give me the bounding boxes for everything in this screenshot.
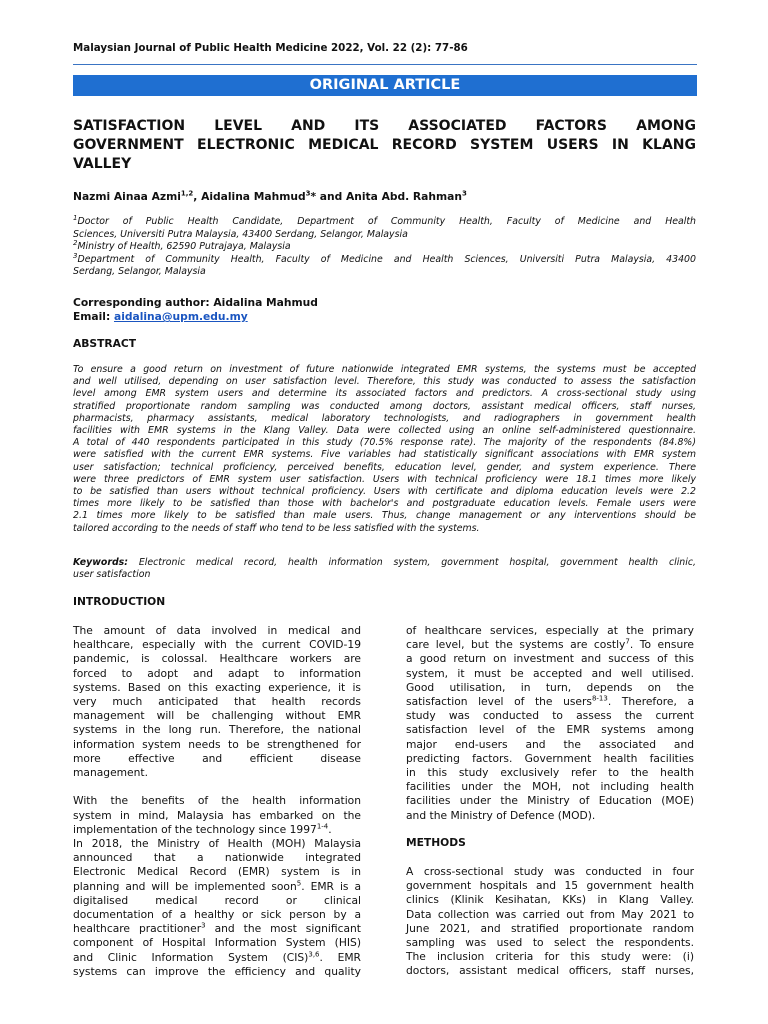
- body-line: a good return on investment and success of this: [406, 652, 694, 666]
- body-text: . EMR is a: [301, 879, 361, 893]
- body-text: . To ensure: [629, 638, 694, 652]
- affiliation-line: [73, 238, 696, 254]
- body-line: [73, 951, 361, 965]
- title-line: GOVERNMENT ELECTRONIC MEDICAL RECORD SYSTEM USERS IN KLANG: [73, 137, 696, 153]
- introduction-heading: INTRODUCTION: [73, 595, 166, 608]
- abstract-line: stratified proportionate random sampling was conducted among doctors, assistant medical officers, staff nurses,: [73, 400, 696, 412]
- abstract-heading: ABSTRACT: [73, 337, 137, 350]
- body-line: facilities under the Ministry of Education (MOE): [406, 794, 694, 808]
- body-text: and Clinic Information System (CIS): [73, 950, 309, 964]
- body-line: major end-users and the associated and: [406, 737, 694, 751]
- body-line: healthcare, especially with the current COVID-19: [73, 638, 361, 652]
- affiliation-number: 2: [73, 238, 78, 247]
- author-name: Nazmi Ainaa Azmi: [73, 190, 181, 203]
- body-line: management.: [73, 766, 148, 780]
- paragraph-gap: [73, 780, 361, 794]
- methods-heading: METHODS: [406, 836, 466, 849]
- affiliation-text: Ministry of Health, 62590 Putrajaya, Malaysia: [77, 241, 291, 252]
- body-line: With the benefits of the health information: [73, 794, 361, 808]
- abstract-line: To ensure a good return on investment of future nationwide integrated EMR systems, the systems must be accepted: [73, 364, 696, 375]
- body-text: .: [328, 822, 332, 836]
- body-line: management will be challenging without EMR: [73, 709, 361, 723]
- affiliation-number: 1: [73, 213, 78, 222]
- abstract-line: were three predictors of EMR system user satisfaction. Users with technical proficiency were 18.1 times more likely: [73, 473, 696, 485]
- author-affiliation-mark: 3: [305, 189, 311, 198]
- body-line: satisfaction level of the EMR systems among: [406, 723, 694, 737]
- body-text: . Therefore, a: [607, 695, 694, 709]
- keywords-line: user satisfaction: [73, 569, 151, 581]
- abstract-line: pharmacists, pharmacy assistants, medical laboratory technologists, and radiographers in government health: [73, 412, 696, 424]
- body-line: [73, 823, 361, 837]
- abstract-body: [73, 364, 696, 535]
- article-type-banner: ORIGINAL ARTICLE: [73, 75, 697, 96]
- body-line: Electronic Medical Record (EMR) system is in: [73, 865, 361, 879]
- affiliation-line: Serdang, Selangor, Malaysia: [73, 266, 206, 277]
- title-line: VALLEY: [73, 156, 132, 172]
- body-text: planning and will be implemented soon: [73, 879, 297, 893]
- left-column: [73, 624, 361, 979]
- citation-mark: 7: [625, 637, 630, 646]
- article-title: [73, 117, 696, 174]
- abstract-line: A total of 440 respondents participated in this study (70.5% response rate). The majority of the respondents (84.8%): [73, 437, 696, 449]
- body-line: Good utilisation, in turn, depends on the: [406, 680, 694, 694]
- abstract-line: level among EMR system users and determine its associated factors and predictors. A cross-sectional study using: [73, 388, 696, 400]
- abstract-line: user satisfaction; technical proficiency, perceived benefits, education level, gender, and system experience. There: [73, 461, 696, 473]
- body-line: facilities under the MOH, not including health: [406, 780, 694, 794]
- author-name: and Anita Abd. Rahman: [316, 190, 462, 203]
- journal-citation: Malaysian Journal of Public Health Medicine 2022, Vol. 22 (2): 77-86: [73, 42, 468, 54]
- body-line: component of Hospital Information System (HIS): [73, 936, 361, 950]
- body-line: forced to adopt and adapt to information: [73, 666, 361, 680]
- abstract-line: tailored according to the needs of staff who tend to be less satisfied with the systems.: [73, 522, 480, 534]
- body-line: pandemic, is colossal. Healthcare workers are: [73, 652, 361, 666]
- body-line: [73, 880, 361, 894]
- affiliation-line: [73, 251, 696, 267]
- body-line: Data collection was carried out from May 2021 to: [406, 907, 694, 921]
- citation-mark: 1-4: [316, 822, 329, 831]
- body-line: study was conducted to assess the current: [406, 709, 694, 723]
- keywords-label: Keywords:: [73, 557, 128, 568]
- keywords-text: Electronic medical record, health information system, government hospital, government health clinic,: [128, 557, 696, 568]
- body-line: The amount of data involved in medical and: [73, 624, 361, 637]
- keywords-line: [73, 557, 696, 569]
- methods-body: [406, 865, 694, 979]
- body-text: care level, but the systems are costly: [406, 638, 626, 652]
- right-column: [406, 624, 694, 823]
- author-name: , Aidalina Mahmud: [193, 190, 306, 203]
- body-line: in this study exclusively refer to the health: [406, 766, 694, 780]
- email-link[interactable]: aidalina@upm.edu.my: [113, 310, 248, 323]
- abstract-line: times more likely to be satisfied than those with bachelor's and postgraduate education levels. Female users were: [73, 498, 696, 510]
- body-line: announced that a nationwide integrated: [73, 851, 361, 865]
- body-line: [73, 922, 361, 936]
- body-line: system in mind, Malaysia has embarked on the: [73, 808, 361, 822]
- body-line: systems in the long run. Therefore, the national: [73, 723, 361, 737]
- corresponding-author: Corresponding author: Aidalina Mahmud: [73, 296, 318, 309]
- body-line: very much anticipated that health records: [73, 695, 361, 709]
- body-line: system, it must be accepted and well utilised.: [406, 666, 694, 680]
- author-affiliation-mark: 1,2: [180, 189, 194, 198]
- citation-mark: 5: [296, 879, 302, 888]
- citation-mark: 3,6: [308, 950, 320, 959]
- body-line: of healthcare services, especially at the primary: [406, 624, 694, 637]
- affiliation-number: 3: [73, 251, 78, 260]
- email-label: Email:: [73, 310, 114, 323]
- affiliation-line: [73, 213, 696, 229]
- affiliation-line: Sciences, Universiti Putra Malaysia, 43400 Serdang, Selangor, Malaysia: [73, 228, 408, 240]
- affiliation-text: Doctor of Public Health Candidate, Department of Community Health, Faculty of Medicine and Health: [77, 216, 696, 227]
- abstract-line: and well utilised, depending on user satisfaction level. Therefore, this study was conducted to assess the satisfaction: [73, 376, 696, 388]
- body-text: implementation of the technology since 1997: [73, 822, 317, 836]
- body-line: doctors, assistant medical officers, staff nurses,: [406, 964, 694, 978]
- header-rule: [73, 64, 697, 65]
- email-line: [73, 310, 696, 324]
- citation-mark: 8-13: [591, 694, 608, 703]
- body-line: June 2021, and stratified proportionate random: [406, 921, 694, 935]
- keywords-block: [73, 557, 696, 581]
- body-line: and the Ministry of Defence (MOD).: [406, 808, 596, 822]
- body-text: . EMR: [319, 950, 361, 964]
- body-line: systems can improve the efficiency and quality: [73, 964, 361, 978]
- abstract-line: to be satisfied than users without technical proficiency. Users with certificate and diploma education levels were 2.2: [73, 486, 696, 498]
- body-line: information system needs to be strengthened for: [73, 737, 361, 751]
- author-affiliation-mark: 3: [461, 189, 467, 198]
- body-line: [406, 638, 694, 652]
- body-line: clinics (Klinik Kesihatan, KKs) in Klang Valley.: [406, 893, 694, 907]
- body-line: [406, 695, 694, 709]
- author-list: [73, 190, 696, 203]
- affiliations: [73, 213, 696, 279]
- body-line: digitalised medical record or clinical: [73, 893, 361, 907]
- abstract-line: 2.1 times more likely to be satisfied than male users. Thus, change management or any interventions should be: [73, 510, 696, 522]
- body-line: sampling was used to select the respondents.: [406, 936, 694, 950]
- body-line: systems. Based on this exacting experience, it is: [73, 680, 361, 694]
- corresponding-author-block: [73, 296, 696, 324]
- body-text: healthcare practitioner: [73, 922, 202, 936]
- body-line: predicting factors. Government health facilities: [406, 751, 694, 765]
- abstract-line: facilities with EMR systems in the Klang Valley. Data were collected using an online self-administered questionnaire.: [73, 425, 696, 437]
- citation-mark: 3: [201, 921, 206, 930]
- affiliation-text: Department of Community Health, Faculty of Medicine and Health Sciences, Universiti Putra Malaysia, 43400: [77, 253, 696, 265]
- body-text: satisfaction level of the users: [406, 695, 592, 709]
- body-line: In 2018, the Ministry of Health (MOH) Malaysia: [73, 837, 361, 851]
- corresponding-star: *: [310, 190, 317, 203]
- title-line: SATISFACTION LEVEL AND ITS ASSOCIATED FACTORS AMONG: [73, 118, 696, 134]
- body-line: A cross-sectional study was conducted in four: [406, 865, 694, 878]
- body-text: and the most significant: [205, 922, 361, 936]
- body-line: The inclusion criteria for this study were: (i): [406, 950, 694, 964]
- body-line: government hospitals and 15 government health: [406, 879, 694, 893]
- body-line: documentation of a healthy or sick person by a: [73, 908, 361, 922]
- body-line: more effective and efficient disease: [73, 751, 361, 765]
- abstract-line: were satisfied with the current EMR systems. Five variables had statistically significant associations with EMR system: [73, 449, 696, 461]
